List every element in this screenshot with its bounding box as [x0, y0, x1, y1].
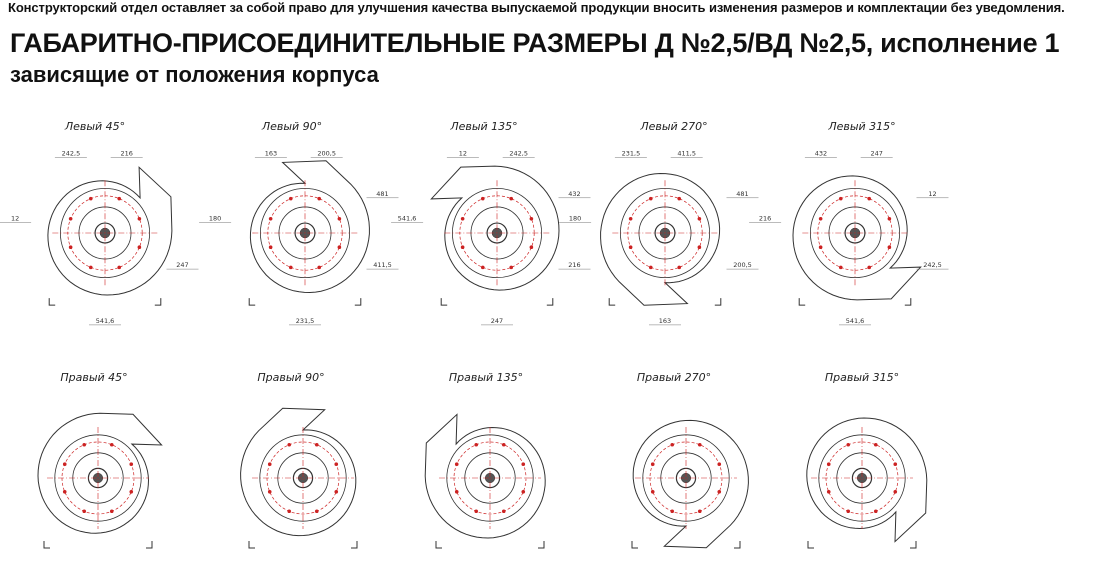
- dimension-value: 216: [568, 261, 581, 270]
- bolt-hole: [117, 197, 121, 201]
- dimension-value: 541,6: [95, 316, 115, 325]
- fan-view-10: [807, 371, 927, 548]
- bolt-hole: [89, 197, 93, 201]
- bolt-hole: [888, 217, 892, 221]
- dimension-value: 247: [176, 261, 189, 270]
- bolt-hole: [874, 509, 878, 513]
- bolt-hole: [69, 245, 73, 249]
- mounting-feet: [44, 541, 152, 548]
- bolt-hole: [670, 443, 674, 447]
- bolt-hole: [315, 509, 319, 513]
- notice-text: Конструкторский отдел оставляет за собой право для улучшения качества выпускаемой продукции вносить изменения размеров и комплектации без уведомления.: [8, 0, 1065, 15]
- bolt-hole: [481, 266, 485, 270]
- bolt-hole: [677, 266, 681, 270]
- housing-outline: [793, 176, 921, 300]
- bolt-hole: [317, 197, 321, 201]
- dimension-value: 481: [376, 189, 389, 198]
- fan-view-8: [425, 371, 545, 548]
- bolt-hole: [649, 266, 653, 270]
- bolt-hole: [649, 197, 653, 201]
- bolt-hole: [317, 266, 321, 270]
- bolt-hole: [455, 490, 459, 494]
- fan-view-1: [0, 120, 198, 325]
- bolt-hole: [867, 266, 871, 270]
- bolt-hole: [269, 217, 273, 221]
- dimension-value: 247: [490, 316, 504, 325]
- mounting-feet: [808, 541, 916, 548]
- bolt-hole: [839, 197, 843, 201]
- bolt-hole: [138, 245, 142, 249]
- bolt-hole: [846, 509, 850, 513]
- mounting-feet: [249, 541, 357, 548]
- view-label: Левый 315°: [828, 120, 896, 133]
- fan-view-7: [241, 371, 357, 548]
- view-label: Левый 90°: [261, 120, 323, 133]
- dimension-value: 541,6: [397, 214, 417, 223]
- bolt-hole: [888, 245, 892, 249]
- bolt-hole: [893, 462, 897, 466]
- bolt-hole: [69, 217, 73, 221]
- bolt-hole: [846, 443, 850, 447]
- dimension-value: 216: [758, 214, 772, 223]
- dimension-value: 411,5: [677, 149, 697, 158]
- housing-outline: [48, 167, 172, 295]
- fan-view-4: [559, 120, 758, 325]
- view-label: Левый 270°: [640, 120, 708, 133]
- dimension-value: 432: [814, 149, 828, 158]
- bolt-hole: [717, 462, 721, 466]
- dimension-value: 180: [208, 214, 222, 223]
- bolt-hole: [521, 490, 525, 494]
- fan-view-9: [632, 371, 748, 548]
- bolt-hole: [461, 245, 465, 249]
- view-label: Правый 315°: [824, 371, 900, 384]
- view-label: Левый 45°: [64, 120, 126, 133]
- mounting-feet: [249, 298, 361, 305]
- bolt-hole: [827, 490, 831, 494]
- housing-outline: [807, 418, 927, 542]
- dimension-value: 432: [568, 189, 581, 198]
- bolt-hole: [268, 490, 272, 494]
- bolt-hole: [819, 245, 823, 249]
- dimension-value: 200,5: [317, 149, 337, 158]
- bolt-hole: [521, 462, 525, 466]
- bolt-hole: [338, 245, 342, 249]
- dimension-value: 242,5: [509, 149, 529, 158]
- fan-view-5: [749, 120, 948, 325]
- bolt-hole: [839, 266, 843, 270]
- dimension-value: 231,5: [295, 316, 315, 325]
- bolt-hole: [269, 245, 273, 249]
- bolt-hole: [138, 217, 142, 221]
- dimension-value: 12: [10, 214, 20, 223]
- mounting-feet: [441, 298, 553, 305]
- housing-outline: [241, 408, 356, 535]
- fan-view-2: [199, 120, 398, 325]
- mounting-feet: [436, 541, 544, 548]
- dimension-value: 163: [264, 149, 278, 158]
- bolt-hole: [268, 462, 272, 466]
- dimension-value: 231,5: [621, 149, 641, 158]
- view-label: Правый 135°: [448, 371, 524, 384]
- bolt-hole: [334, 462, 338, 466]
- bolt-hole: [315, 443, 319, 447]
- bolt-hole: [698, 509, 702, 513]
- fan-view-6: [38, 371, 162, 548]
- bolt-hole: [474, 509, 478, 513]
- dimension-value: 180: [568, 214, 582, 223]
- bolt-hole: [502, 443, 506, 447]
- bolt-hole: [629, 217, 633, 221]
- bolt-hole: [670, 509, 674, 513]
- bolt-hole: [474, 443, 478, 447]
- bolt-hole: [893, 490, 897, 494]
- bolt-hole: [82, 509, 86, 513]
- page-subtitle: зависящие от положения корпуса: [10, 62, 379, 87]
- bolt-hole: [502, 509, 506, 513]
- bolt-hole: [509, 266, 513, 270]
- dimension-value: 163: [658, 316, 672, 325]
- bolt-hole: [651, 490, 655, 494]
- bolt-hole: [698, 217, 702, 221]
- bolt-hole: [63, 490, 67, 494]
- dimension-value: 12: [458, 149, 468, 158]
- bolt-hole: [819, 217, 823, 221]
- bolt-hole: [287, 509, 291, 513]
- view-label: Правый 270°: [636, 371, 712, 384]
- bolt-hole: [287, 443, 291, 447]
- bolt-hole: [717, 490, 721, 494]
- view-label: Правый 90°: [257, 371, 325, 384]
- housing-outline: [431, 166, 559, 290]
- bolt-hole: [110, 443, 114, 447]
- housing-outline: [425, 414, 545, 538]
- bolt-hole: [117, 266, 121, 270]
- bolt-hole: [461, 217, 465, 221]
- bolt-hole: [110, 509, 114, 513]
- dimension-value: 541,6: [845, 316, 865, 325]
- bolt-hole: [629, 245, 633, 249]
- bolt-hole: [867, 197, 871, 201]
- bolt-hole: [334, 490, 338, 494]
- bolt-hole: [455, 462, 459, 466]
- bolt-hole: [63, 462, 67, 466]
- bolt-hole: [129, 490, 133, 494]
- bolt-hole: [827, 462, 831, 466]
- dimension-value: 242,5: [61, 149, 81, 158]
- bolt-hole: [289, 266, 293, 270]
- mounting-feet: [49, 298, 161, 305]
- dimension-value: 411,5: [373, 261, 392, 270]
- view-label: Левый 135°: [450, 120, 518, 133]
- bolt-hole: [481, 197, 485, 201]
- dimension-value: 216: [120, 149, 133, 158]
- bolt-hole: [530, 217, 534, 221]
- dimension-value: 247: [870, 149, 883, 158]
- bolt-hole: [698, 245, 702, 249]
- bolt-hole: [698, 443, 702, 447]
- bolt-hole: [874, 443, 878, 447]
- view-label: Правый 45°: [60, 371, 128, 384]
- bolt-hole: [530, 245, 534, 249]
- dimension-value: 200,5: [733, 261, 752, 270]
- bolt-hole: [651, 462, 655, 466]
- bolt-hole: [82, 443, 86, 447]
- dimension-value: 12: [928, 189, 937, 198]
- dimension-value: 481: [736, 189, 749, 198]
- bolt-hole: [289, 197, 293, 201]
- bolt-hole: [129, 462, 133, 466]
- dimension-value: 242,5: [923, 261, 942, 270]
- page-title: ГАБАРИТНО-ПРИСОЕДИНИТЕЛЬНЫЕ РАЗМЕРЫ Д №2,5/ВД №2,5, исполнение 1: [10, 28, 1060, 58]
- bolt-hole: [677, 197, 681, 201]
- bolt-hole: [338, 217, 342, 221]
- bolt-hole: [509, 197, 513, 201]
- housing-outline: [250, 161, 369, 293]
- bolt-hole: [89, 266, 93, 270]
- housing-outline: [38, 413, 162, 533]
